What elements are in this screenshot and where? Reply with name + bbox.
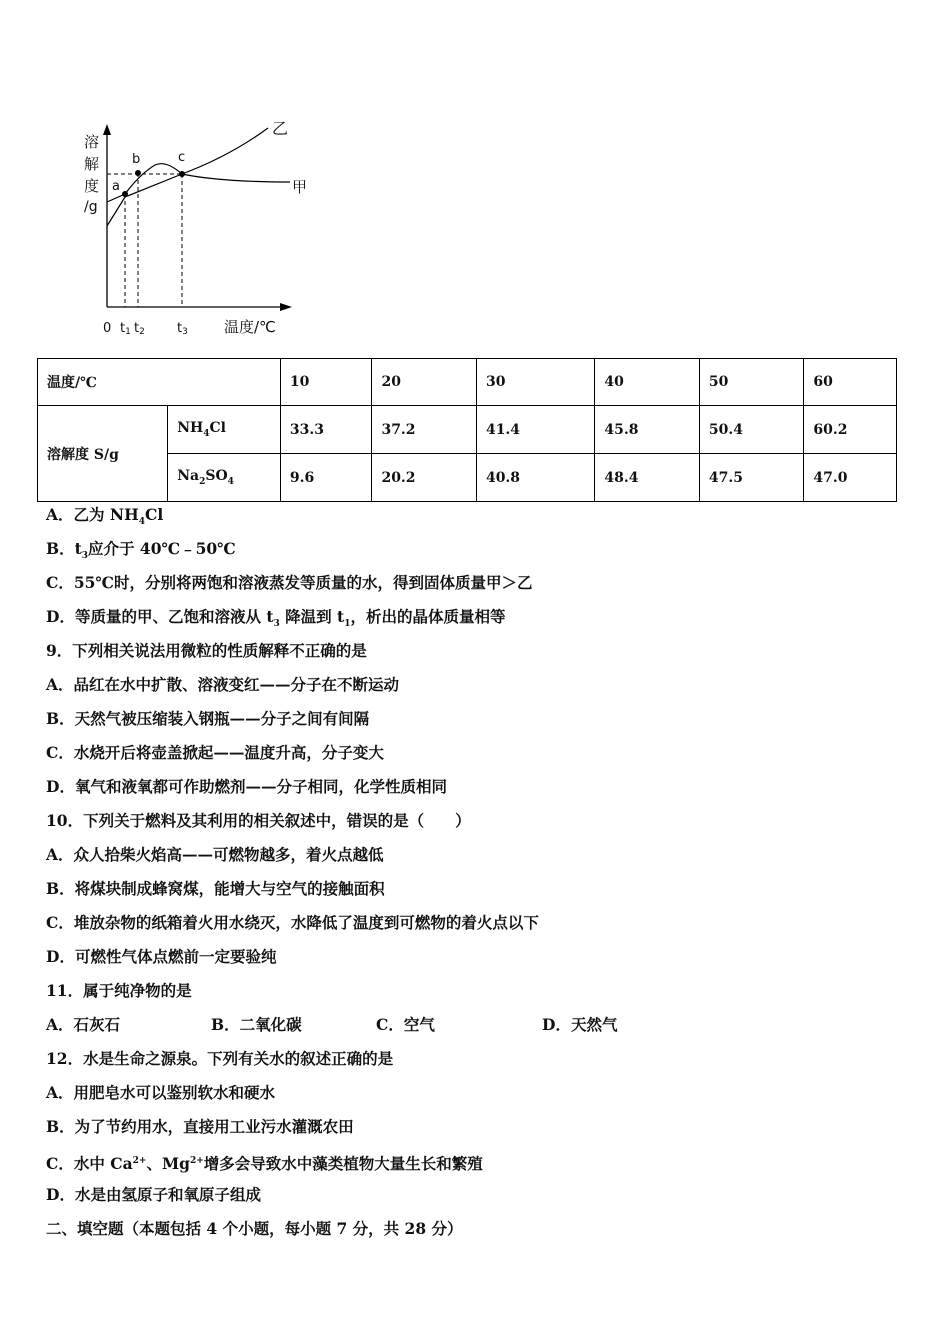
q8-option-d: D．等质量的甲、乙饱和溶液从 $t_3$ 降温到 $t_1$，析出的晶体质量相等	[46, 607, 506, 630]
q10-option-d: D．可燃性气体点燃前一定要验纯	[46, 947, 277, 966]
q12-option-b: B．为了节约用水，直接用工业污水灌溉农田	[46, 1117, 354, 1136]
q12-option-a: A．用肥皂水可以鉴别软水和硬水	[46, 1083, 276, 1102]
y-axis-label-1: 溶	[84, 133, 100, 151]
temp-cell: 30	[476, 359, 594, 406]
q8-option-c: C．55℃时，分别将两饱和溶液蒸发等质量的水，得到固体质量甲＞乙	[46, 573, 533, 592]
curve-yi	[107, 128, 268, 226]
solubility-graph	[70, 110, 330, 340]
tick-t1: t1	[120, 321, 131, 337]
value-cell: 60.2	[804, 406, 897, 454]
label-b: b	[132, 152, 141, 167]
value-cell: 47.0	[804, 454, 897, 502]
curve-label-yi: 乙	[272, 119, 289, 138]
substance-nh4cl: $NH_4Cl$	[168, 406, 281, 454]
q9-option-c: C．水烧开后将壶盖掀起——温度升高，分子变大	[46, 743, 384, 762]
value-cell: 33.3	[280, 406, 372, 454]
value-cell: 47.5	[699, 454, 804, 502]
y-axis-label-2: 解	[84, 155, 100, 173]
q12-option-d: D．水是由氢原子和氧原子组成	[46, 1185, 261, 1204]
table-row	[38, 406, 897, 454]
q9-stem: 9．下列相关说法用微粒的性质解释不正确的是	[46, 641, 367, 660]
temp-cell: 10	[280, 359, 372, 406]
q12-option-c: C．水中 $Ca^{2+}$、$Mg^{2+}$增多会导致水中藻类植物大量生长和繁殖	[46, 1154, 483, 1174]
q12-stem: 12．水是生命之源泉。下列有关水的叙述正确的是	[46, 1049, 394, 1068]
section-2-heading: 二、填空题（本题包括 4 个小题，每小题 7 分，共 28 分）	[46, 1219, 463, 1238]
q9-option-d: D．氧气和液氧都可作助燃剂——分子相同，化学性质相同	[46, 777, 447, 796]
value-cell: 20.2	[372, 454, 477, 502]
value-cell: 41.4	[476, 406, 594, 454]
temp-cell: 60	[804, 359, 897, 406]
value-cell: 37.2	[372, 406, 477, 454]
point-b	[135, 170, 141, 176]
value-cell: 40.8	[476, 454, 594, 502]
header-label: 温度/℃	[38, 359, 281, 406]
q11-option-c: C．空气	[376, 1015, 435, 1034]
q9-option-b: B．天然气被压缩装入钢瓶——分子之间有间隔	[46, 709, 370, 728]
q10-option-b: B．将煤块制成蜂窝煤，能增大与空气的接触面积	[46, 879, 385, 898]
x-axis-arrow	[280, 303, 292, 311]
q11-option-b: B．二氧化碳	[211, 1015, 302, 1034]
curve-jia	[107, 164, 290, 202]
label-c: c	[178, 150, 186, 165]
label-a: a	[112, 179, 120, 194]
tick-t2: t2	[134, 321, 145, 337]
q8-option-b: B．$t_3$应介于 40℃﹣50℃	[46, 539, 236, 562]
origin-label: 0	[103, 321, 112, 336]
q10-option-c: C．堆放杂物的纸箱着火用水绕灭，水降低了温度到可燃物的着火点以下	[46, 913, 539, 932]
value-cell: 9.6	[280, 454, 372, 502]
q10-option-a: A．众人拾柴火焰高——可燃物越多，着火点越低	[46, 845, 384, 864]
substance-na2so4: $Na_2SO_4$	[168, 454, 281, 502]
y-axis-arrow	[103, 124, 111, 135]
y-axis-label-3: 度	[84, 177, 100, 195]
q11-stem: 11．属于纯净物的是	[46, 981, 192, 1000]
y-axis-label-4: /g	[84, 199, 98, 215]
q11-option-d: D．天然气	[542, 1015, 618, 1034]
point-c	[179, 171, 185, 177]
temp-cell: 20	[372, 359, 477, 406]
curve-label-jia: 甲	[292, 178, 308, 196]
q11-options	[46, 1015, 617, 1035]
value-cell: 48.4	[595, 454, 700, 502]
solubility-table	[37, 358, 897, 502]
temp-cell: 40	[595, 359, 700, 406]
row-label: 溶解度 S/g	[38, 406, 168, 502]
q8-option-a: A．乙为 $NH_4Cl$	[46, 505, 164, 528]
value-cell: 45.8	[595, 406, 700, 454]
x-axis-label: 温度/℃	[224, 318, 276, 336]
value-cell: 50.4	[699, 406, 804, 454]
table-header-row	[38, 359, 897, 406]
point-a	[122, 191, 128, 197]
q9-option-a: A．品红在水中扩散、溶液变红——分子在不断运动	[46, 675, 400, 694]
q11-option-a: A．石灰石	[46, 1015, 121, 1034]
q10-stem: 10．下列关于燃料及其利用的相关叙述中，错误的是（ ）	[46, 811, 471, 830]
tick-t3: t3	[177, 321, 188, 337]
temp-cell: 50	[699, 359, 804, 406]
